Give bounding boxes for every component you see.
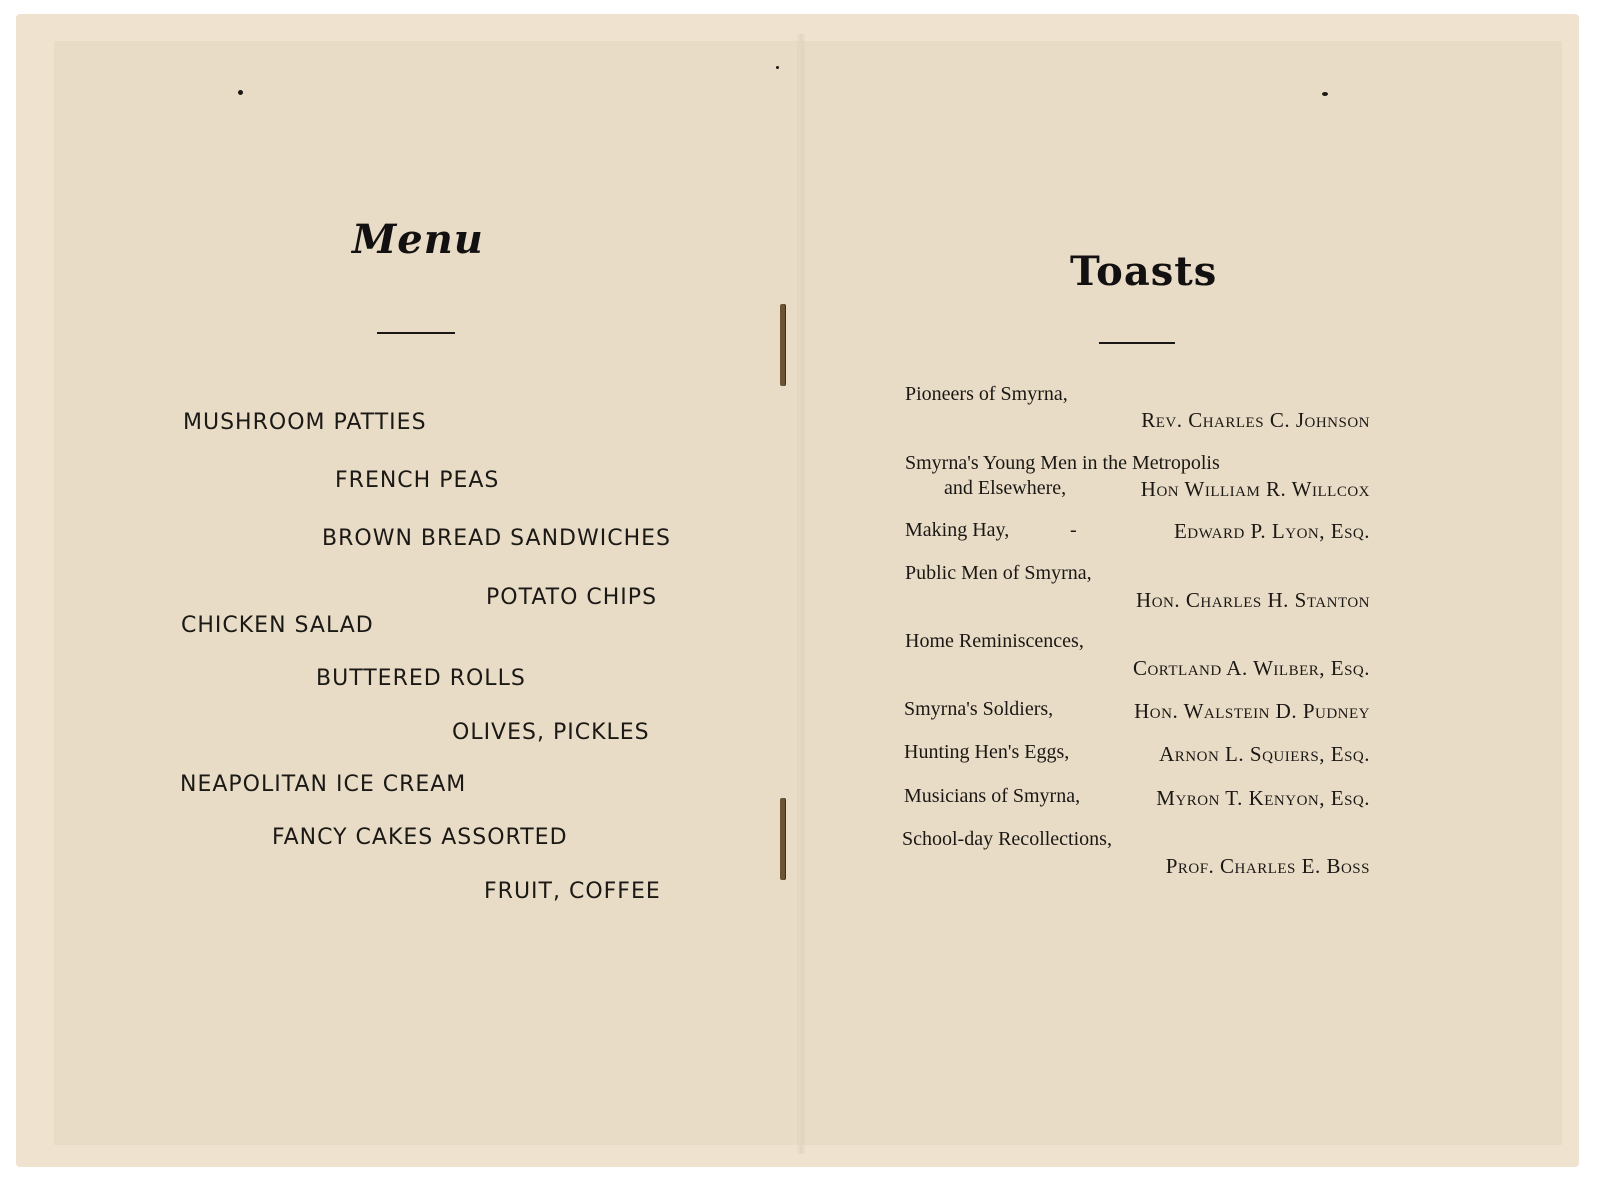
toast-title: Making Hay, <box>905 519 1010 541</box>
toast-speaker: Myron T. Kenyon, Esq. <box>1156 786 1370 810</box>
toast-title: School-day Recollections, <box>902 828 1112 850</box>
toast-title: Pioneers of Smyrna, <box>905 383 1068 405</box>
toast-speaker: Rev. Charles C. Johnson <box>1141 408 1370 432</box>
toasts-title-rule <box>1099 342 1175 344</box>
center-fold <box>796 34 806 1154</box>
toast-speaker: Hon William R. Willcox <box>1140 477 1370 501</box>
ink-speck <box>776 66 779 69</box>
toast-title: Home Reminiscences, <box>905 630 1084 652</box>
menu-item: OLIVES, PICKLES <box>452 720 650 745</box>
toast-title: Musicians of Smyrna, <box>904 785 1081 807</box>
menu-item: FANCY CAKES ASSORTED <box>272 825 568 850</box>
toasts-title: Toasts <box>1070 248 1218 295</box>
menu-item: CHICKEN SALAD <box>181 613 374 638</box>
toast-speaker: Arnon L. Squiers, Esq. <box>1159 742 1370 766</box>
menu-title-rule <box>377 332 455 334</box>
toast-dash: - <box>1070 519 1077 541</box>
menu-item: NEAPOLITAN ICE CREAM <box>180 772 467 797</box>
toast-title: Smyrna's Young Men in the Metropolis <box>905 452 1220 474</box>
toast-title: Smyrna's Soldiers, <box>904 698 1054 720</box>
menu-page <box>54 41 799 1145</box>
toast-speaker: Edward P. Lyon, Esq. <box>1173 519 1370 543</box>
menu-item: FRENCH PEAS <box>335 468 500 493</box>
menu-item: MUSHROOM PATTIES <box>183 410 427 435</box>
toast-title: Hunting Hen's Eggs, <box>904 741 1070 763</box>
binding-staple-top <box>780 304 785 386</box>
menu-item: POTATO CHIPS <box>486 585 658 610</box>
toast-speaker: Prof. Charles E. Boss <box>1165 854 1370 878</box>
menu-title: Menu <box>352 216 484 263</box>
toast-title: Public Men of Smyrna, <box>905 562 1092 584</box>
toast-speaker: Hon. Charles H. Stanton <box>1136 588 1370 612</box>
binding-staple-bottom <box>780 798 785 880</box>
toast-speaker: Hon. Walstein D. Pudney <box>1134 699 1370 723</box>
ink-speck <box>1322 92 1328 96</box>
toast-title-continued: and Elsewhere, <box>944 477 1067 499</box>
menu-item: FRUIT, COFFEE <box>484 879 661 904</box>
toast-speaker: Cortland A. Wilber, Esq. <box>1132 656 1370 680</box>
menu-item: BROWN BREAD SANDWICHES <box>322 526 671 551</box>
ink-speck <box>238 90 243 95</box>
menu-item: BUTTERED ROLLS <box>316 666 526 691</box>
